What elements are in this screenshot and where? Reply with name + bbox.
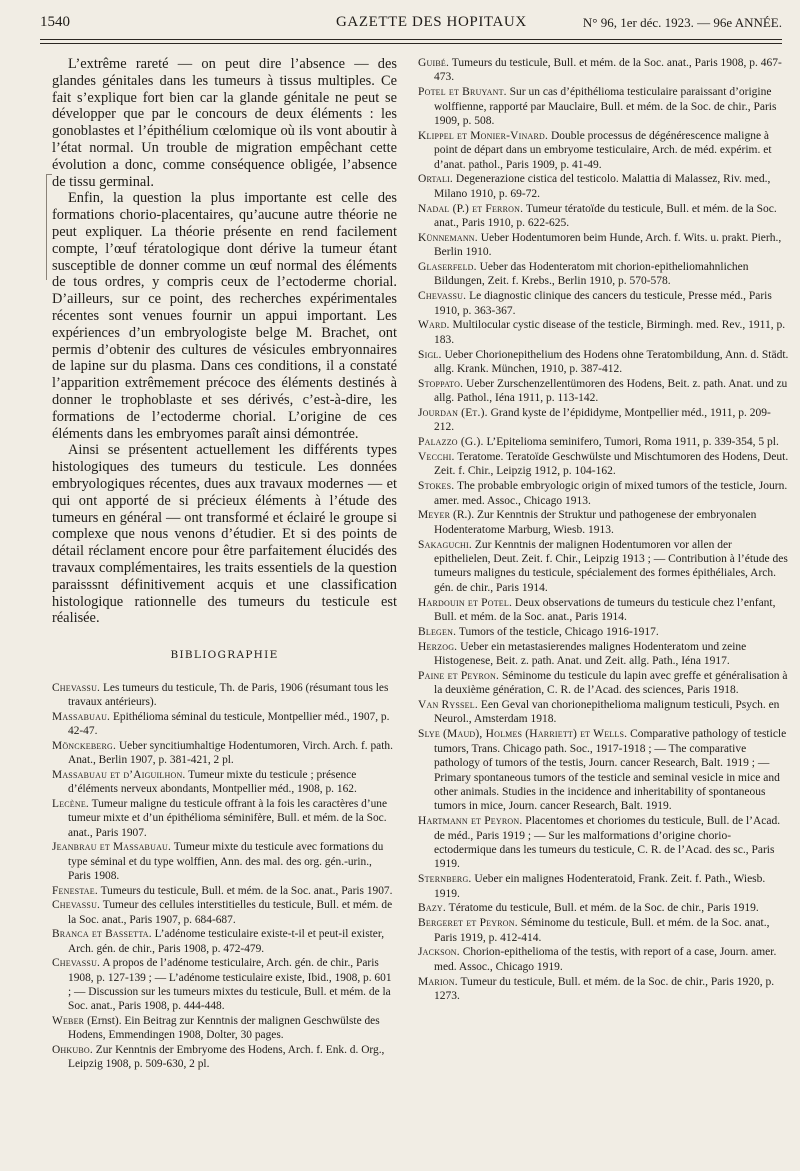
bibliography-entry <box>418 669 790 698</box>
bibliography-entry <box>418 348 790 377</box>
bibliography-entry <box>418 945 790 974</box>
bibliography-entry <box>418 450 790 479</box>
reference-author: Sakaguchi. <box>418 538 472 551</box>
reference-text: Tumeur mixte du testicule avec formations du type séminal et du type wolffien, Ann. des mal. des org. gén.-urin., Paris 1908. <box>68 841 384 882</box>
bibliography-entry <box>418 814 790 872</box>
reference-author: Stoppato. <box>418 377 464 390</box>
margin-bracket <box>46 174 47 280</box>
reference-author: Hartmann et Peyron. <box>418 815 523 828</box>
reference-author: Glaserfeld. <box>418 261 477 274</box>
reference-author: Potel et Bruyant. <box>418 86 507 99</box>
bibliography-entry <box>418 625 790 639</box>
reference-text: Le diagnostic clinique des cancers du testicule, Presse méd., Paris 1910, p. 363-367. <box>434 290 772 317</box>
reference-text: Ueber Hodentumoren beim Hunde, Arch. f. Wits. u. prakt. Pierh., Berlin 1910. <box>434 231 782 259</box>
bibliography-entry <box>418 377 790 406</box>
reference-text: (Ernst). Ein Beitrag zur Kenntnis der malignen Geschwülste des Hodens, Emmendingen 1908, Dolter, 30 pages. <box>68 1014 380 1042</box>
reference-author: Weber <box>52 1014 85 1027</box>
bibliography-entry <box>52 1043 397 1072</box>
bibliography-entry <box>418 289 790 318</box>
reference-author: Meyer <box>418 509 451 522</box>
reference-author: Massabuau et d’Aiguilhon. <box>52 769 186 782</box>
bibliography-entry <box>52 927 397 956</box>
reference-author: Sigl. <box>418 348 442 361</box>
bibliography-entry <box>52 681 397 710</box>
reference-author: Van Ryssel. <box>418 699 478 712</box>
reference-text: L’Epitelioma seminifero, Tumori, Roma 1911, p. 339-354, 5 pl. <box>486 436 779 449</box>
reference-author: Stokes. <box>418 480 455 493</box>
bibliography-entry <box>418 85 790 128</box>
reference-author: Künnemann. <box>418 231 478 244</box>
bibliography-entry <box>418 538 790 596</box>
bibliography-entry <box>52 797 397 840</box>
bibliography-entry <box>418 508 790 537</box>
reference-author: Chevassu. <box>52 899 101 912</box>
reference-text: Tumeur maligne du testicule offrant à la fois les caractères d’une tumeur mixte et d’un épithélioma séminifère, Bull. et mém. de la Soc. anat., Paris 1907. <box>68 798 388 839</box>
reference-text: Ueber das Hodenteratom mit chorion-epitheliomahnlichen Bildungen, Zeit. f. Krebs., Berlin 1910, p. 570-578. <box>434 261 749 288</box>
reference-author: Ortali. <box>418 173 454 186</box>
bibliography-entry <box>418 916 790 945</box>
reference-author: Vecchi. <box>418 451 455 464</box>
header-rule-thin <box>40 43 782 44</box>
bibliography-heading: BIBLIOGRAPHIE <box>170 649 279 662</box>
reference-author: Jackson. <box>418 946 460 959</box>
reference-author: Chevassu. <box>52 682 101 695</box>
bibliography-entry <box>418 872 790 901</box>
bibliography-entry <box>418 901 790 915</box>
bibliography-entry <box>418 698 790 727</box>
page-number: 1540 <box>40 14 70 30</box>
bibliography-entry <box>52 956 397 1013</box>
reference-author: Hardouin et Potel. <box>418 596 513 609</box>
reference-text: Tumeur mixte du testicule ; présence d’éléments nerveux abondants, Montpellier méd., 1908, p. 162. <box>68 769 357 796</box>
reference-author: Bergeret et Peyron. <box>418 917 518 930</box>
reference-text: Sur un cas d’épithélioma testiculaire paraissant d’origine wolffienne, rapporté par Mauclaire, Bull. et mém. de la Soc. de chir., Paris 1909, p. 508. <box>434 86 777 128</box>
reference-author: Bazy. <box>418 902 446 915</box>
reference-text: Ueber syncitiumhaltige Hodentumoren, Virch. Arch. f. path. Anat., Berlin 1907, p. 381-421, 2 pl. <box>68 740 393 767</box>
reference-author: Fenestae. <box>52 884 98 897</box>
reference-text: Tumeurs du testicule, Bull. et mém. de la Soc. anat., Paris 1907. <box>100 884 393 897</box>
reference-text: L’adénome testiculaire existe-t-il et peut-il exister, Arch. gén. de chir., Paris 1908, p. 472-479. <box>68 928 385 955</box>
bibliography-entry <box>418 596 790 625</box>
header-rule <box>40 39 782 40</box>
bibliography-entry <box>52 840 397 883</box>
reference-author: Sternberg. <box>418 873 472 886</box>
bibliography-entry <box>418 172 790 201</box>
reference-text: Zur Kenntnis der malignen Hodentumoren vor allen der epithelielen, Deut. Zeit. f. Chir., Leipzig 1913 ; — Contribution à l’étude des tumeurs malignes du testicule, spécialement des formes épithéliales, Arch. gén. de chir., Paris 1914. <box>434 538 788 594</box>
reference-text: Epithélioma séminal du testicule, Montpellier méd., 1907, p. 42-47. <box>68 711 390 738</box>
body-paragraph: L’extrême rareté — on peut dire l’absence — des glandes génitales dans les tumeurs à tissus multiples. Ce fait s’explique fort bien car la glande génitale ne peut se développer que par le concours de deux éléments : les gonoblastes et l’épithélium cœlomique où ils vont aboutir à l’état normal. Un trouble de migration empêchant cette évolution a donc, comme conséquence obligée, l’absence de tissu germinal. <box>52 56 397 190</box>
reference-text: Tumeur des cellules interstitielles du testicule, Bull. et mém. de la Soc. anat., Paris 1907, p. 684-687. <box>68 899 393 926</box>
reference-author: Mönckeberg. <box>52 740 117 753</box>
bibliography-entry <box>418 260 790 289</box>
reference-author: Jeanbrau et Massabuau. <box>52 841 172 854</box>
reference-author: Chevassu. <box>418 290 467 303</box>
reference-author: Chevassu. <box>52 957 101 970</box>
bibliography-entry <box>418 318 790 347</box>
reference-author: Herzog. <box>418 640 458 653</box>
reference-author: Slye (Maud), Holmes (Harriett) et Wells. <box>418 728 628 741</box>
reference-author: Klippel et Monier-Vinard. <box>418 129 549 142</box>
reference-text: Deux observations de tumeurs du testicule chez l’enfant, Bull. et mém. de la Soc. anat., Paris 1914. <box>434 596 776 624</box>
reference-text: A propos de l’adénome testiculaire, Arch. gén. de chir., Paris 1908, p. 127-139 ; — L’adénome testiculaire existe, Ibid., 1908, p. 601 ; — Discussion sur les tumeurs mixtes du testicule, Bull. et mém. de la Soc. anat., Paris 1908, p. 444-448. <box>68 957 392 1013</box>
issue-info: N° 96, 1er déc. 1923. — 96e ANNÉE. <box>582 15 782 30</box>
bibliography-entry <box>52 898 397 927</box>
reference-author: Ward. <box>418 319 450 332</box>
reference-author: Marion. <box>418 975 458 988</box>
bibliography-entry <box>418 640 790 669</box>
reference-text: Chorion-epithelioma of the testis, with report of a case, Journ. amer. med. Assoc., Chicago 1919. <box>434 946 777 973</box>
reference-text: Tumeur tératoïde du testicule, Bull. et mém. de la Soc. anat., Paris 1910, p. 622-625. <box>434 202 777 230</box>
reference-author: Jourdan (Et.). <box>418 407 488 420</box>
bibliography-entry <box>418 56 790 85</box>
body-paragraph: Enfin, la question la plus importante est celle des formations chorio-placentaires, qu’aucune autre théorie ne peut expliquer. La théorie présente en rend facilement compte, l’œuf tératologique dont dérive la tumeur étant susceptible de donner comme un œuf normal des éléments de tous ordres, y compris ceux de l’ectoderme chorial. D’ailleurs, sur ce point, des recherches expérimentales récentes sont venues fournir un appui important. Les expériences d’un embryologiste belge M. Brachet, ont permis d’obtenir des cultures de vésicules embryonnaires de lapine sur du plasma. Dans ces conditions, il a constaté l’apparition extrêmement précoce des éléments destinés à donner le trophoblaste et ses dérivés, c’est-à-dire, les formations de l’ectoderme chorial. L’origine de ces éléments dans les embryomes paraît ainsi démontrée. <box>52 190 397 442</box>
reference-author: Ohkubo. <box>52 1043 93 1056</box>
reference-author: Massabuau. <box>52 711 111 724</box>
reference-text: Ueber ein metastasierendes malignes Hodenteratom und zeine Histogenese, Beit. z. path. Anat. und Zeit. allg. Path., Iéna 1917. <box>434 640 747 668</box>
bibliography-entry <box>418 406 790 435</box>
journal-title: GAZETTE DES HOPITAUX <box>336 14 527 30</box>
bibliography-entry <box>52 710 397 739</box>
reference-author: Paine et Peyron. <box>418 669 500 682</box>
bibliography-entry <box>418 231 790 260</box>
reference-text: Degenerazione cistica del testicolo. Malattia di Malassez, Riv. med., Milano 1910, p. 69-72. <box>434 173 771 200</box>
reference-author: Palazzo (G.). <box>418 436 484 449</box>
reference-text: Séminome du testicule du lapin avec greffe et généralisation à la deuxième génération, C. R. de l’Acad. des sciences, Paris 1918. <box>434 669 788 697</box>
reference-author: Lecène. <box>52 798 89 811</box>
left-column <box>52 56 397 1072</box>
reference-author: Guibé. <box>418 57 450 69</box>
reference-author: Blegen. <box>418 625 457 638</box>
reference-text: Tumeur du testicule, Bull. et mém. de la Soc. de chir., Paris 1920, p. 1273. <box>434 975 775 1002</box>
running-header <box>40 12 782 36</box>
reference-author: Nadal (P.) et Ferron. <box>418 202 524 215</box>
bibliography-entry <box>418 479 790 508</box>
reference-text: Multilocular cystic disease of the testicle, Birmingh. med. Rev., 1911, p. 183. <box>434 319 786 346</box>
bibliography-list-left <box>52 681 397 1071</box>
bibliography-entry <box>418 975 790 1004</box>
reference-text: Comparative pathology of testicle tumors, Trans. Chicago path. Soc., 1917-1918 ; — The comparative pathology of tumors of the testis, Journ. cancer Research, Balt. 1919 ; — Primary spontaneous tumors of the testicle and seminal vesicle in mice and other animals. Studies in the incidence and inheritability of spontaneous tumors in mice, Journ. cancer Research, Balt. 1919. <box>434 728 787 813</box>
right-column <box>418 56 790 1004</box>
reference-text: Tumors of the testicle, Chicago 1916-1917. <box>458 625 659 638</box>
reference-text: Tumeurs du testicule, Bull. et mém. de la Soc. anat., Paris 1908, p. 467-473. <box>434 57 782 84</box>
reference-author: Branca et Bassetta. <box>52 928 152 941</box>
reference-text: Ueber Chorionepithelium des Hodens ohne Teratombildung, Ann. d. Städt. allg. Krank. München, 1910, p. 387-412. <box>434 348 789 376</box>
bibliography-entry <box>418 435 790 449</box>
reference-text: Ueber Zurschenzellentümoren des Hodens, Beit. z. path. Anat. und zu allg. Pathol., Iéna 1911, p. 113-142. <box>434 377 788 405</box>
body-paragraph: Ainsi se présentent actuellement les différents types histologiques des tumeurs du testicule. Les données embryologiques récentes, dues aux travaux modernes — et qui ont apporté de si précieux éléments à l’étude des tumeurs en général — ont transformé et éclairé le groupe si complexe que nous venons d’étudier. Et si des points de détail réclament encore pour être parfaitement élucidés des travaux complémentaires, les traits essentiels de la question paraisssnt définitivement acquis et une classification histologique rationnelle des tumeurs du testicule est réalisée. <box>52 442 397 627</box>
reference-text: Placentomes et choriomes du testicule, Bull. de l’Acad. de méd., Paris 1919 ; — Sur les malformations d’origine chorio-ectodermique dans les tumeurs du testicule, C. R. de l’Acad. des sc., Paris 1919. <box>434 815 781 871</box>
reference-text: Teratome. Teratoïde Geschwülste und Mischtumoren des Hodens, Deut. Zeit. f. Chir., Leipzig 1912, p. 104-162. <box>434 451 789 478</box>
bibliography-entry <box>52 884 397 898</box>
bibliography-list-right <box>418 56 790 1003</box>
reference-text: Ueber ein malignes Hodenteratoid, Frank. Zeit. f. Path., Wiesb. 1919. <box>434 873 766 900</box>
reference-text: Séminome du testicule, Bull. et mém. de la Soc. anat., Paris 1919, p. 412-414. <box>434 917 770 944</box>
bibliography-entry <box>418 129 790 172</box>
bibliography-entry <box>418 202 790 231</box>
reference-text: Zur Kenntnis der Embryome des Hodens, Arch. f. Enk. d. Org., Leipzig 1908, p. 509-630, 2 pl. <box>68 1043 385 1071</box>
reference-text: Grand kyste de l’épididyme, Montpellier méd., 1911, p. 209-212. <box>434 407 771 434</box>
reference-text: Double processus de dégénérescence maligne à point de départ dans un embryome testiculaire, Arch. de méd. expérim. et d’anat. pathol., Paris 1909, p. 41-49. <box>434 129 772 171</box>
bibliography-entry <box>52 1014 397 1043</box>
reference-text: Een Geval van chorionepithelioma malignum testiculi, Psych. en Neurol., Amsterdam 1918. <box>434 699 780 726</box>
bibliography-entry <box>418 727 790 813</box>
bibliography-entry <box>52 739 397 768</box>
reference-text: Les tumeurs du testicule, Th. de Paris, 1906 (résumant tous les travaux antérieurs). <box>68 682 389 709</box>
bibliography-entry <box>52 768 397 797</box>
reference-text: (R.). Zur Kenntnis der Struktur und pathogenese der embryonalen Hodenteratome Marburg, Wiesb. 1913. <box>434 509 757 536</box>
reference-text: Tératome du testicule, Bull. et mém. de la Soc. de chir., Paris 1919. <box>448 902 759 915</box>
reference-text: The probable embryologic origin of mixed tumors of the testicle, Journ. amer. med. Assoc., Chicago 1913. <box>434 480 788 507</box>
